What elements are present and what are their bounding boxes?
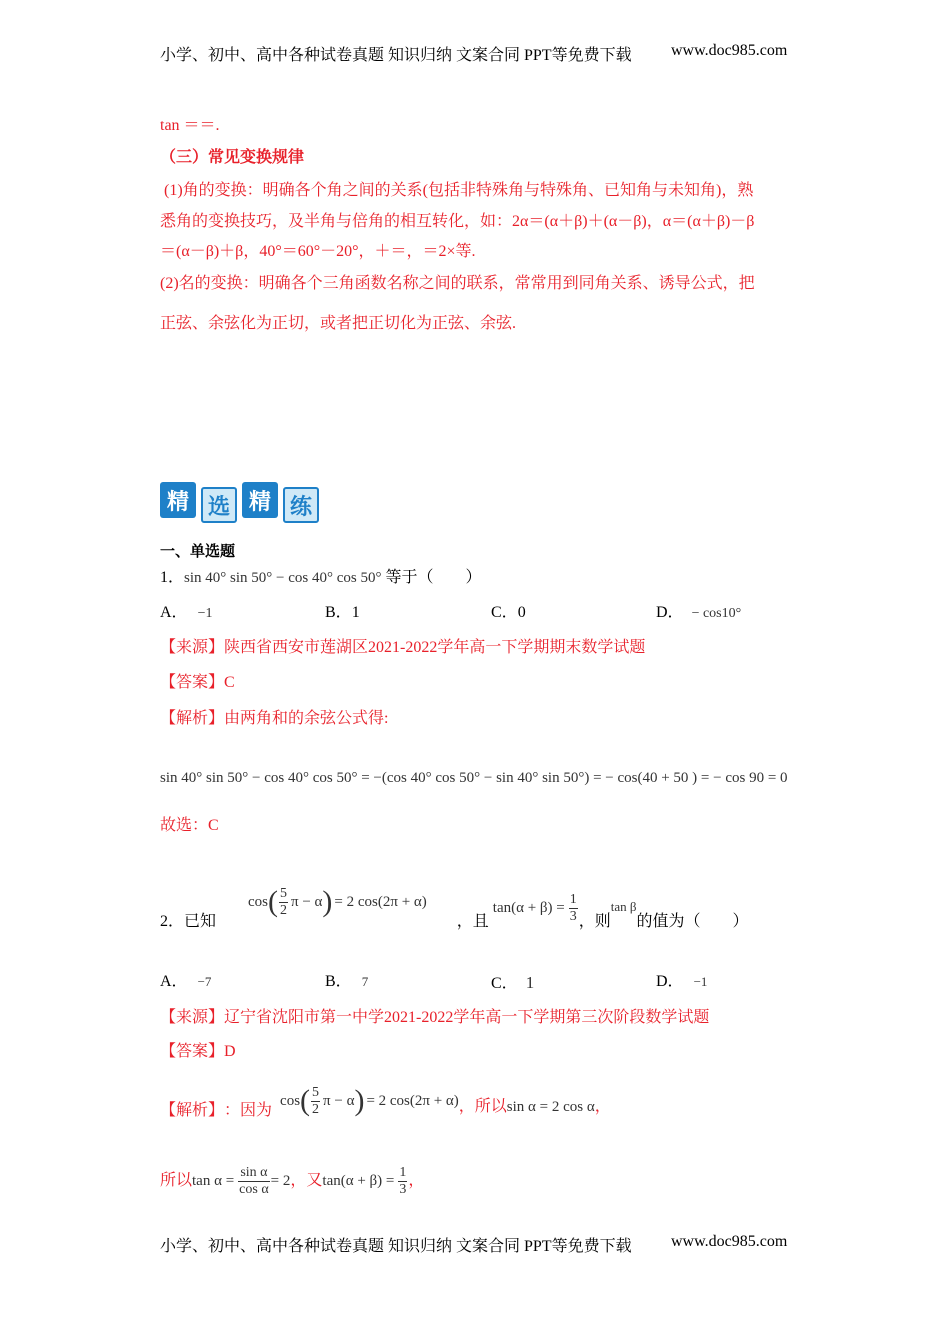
paragraph-2-line-1: (2)名的变换：明确各个三角函数名称之间的联系，常常用到同角关系、诱导公式，把 — [160, 275, 755, 292]
section-title-single-choice: 一、单选题 — [160, 544, 236, 560]
paragraph-1-line-3: ＝(α－β)＋β，40°＝60°－20°，＋＝，＝2×等. — [160, 243, 476, 260]
q2-option-a[interactable]: A． −7 — [160, 973, 212, 990]
q2-number: 2．已知 — [160, 913, 217, 930]
q1-source: 【来源】陕西省西安市莲湖区2021-2022学年高一下学期期末数学试题 — [160, 639, 646, 656]
page-footer-right[interactable]: www.doc985.com — [671, 1233, 788, 1250]
q1-number: 1． — [160, 569, 185, 586]
q2-tail: 的值为（ ） — [636, 913, 749, 930]
q2-option-d[interactable]: D． −1 — [656, 973, 708, 990]
q1-answer: 【答案】C — [160, 674, 235, 691]
q2-tan-alpha-equation: tan α = $\frac{\text{sin α}}{\text{cos α}}$ = 2 — [192, 1165, 291, 1197]
q1-option-b[interactable]: B．1 — [325, 604, 360, 621]
q2-given-equation: cos ( $\frac{5}{2}$ π − α ) = 2 cos(2π + α) — [248, 885, 427, 918]
q1-stem — [160, 570, 482, 586]
q2-option-b[interactable]: B． 7 — [325, 973, 369, 990]
q2-source: 【来源】辽宁省沈阳市第一中学2021-2022学年高一下学期第三次阶段数学试题 — [160, 1009, 710, 1026]
q2-analysis-line-2: 所以 tan α = $\frac{\text{sin α}}{\text{cos α}}$ = 2 ，又 tan(α + β) = $\frac{1}{3}$ ， — [160, 1165, 425, 1197]
banner-tile-1: 精 — [160, 482, 196, 518]
q2-tan-condition: tan(α + β) = $\frac{1}{3}$ — [492, 892, 577, 924]
page-header-right[interactable]: www.doc985.com — [671, 42, 788, 59]
tan-line: tan ＝＝. — [160, 117, 220, 134]
q2-analysis-equation: cos ( $\frac{5}{2}$ π − α ) = 2 cos(2π + α) — [280, 1084, 459, 1117]
page-header-left: 小学、初中、高中各种试卷真题 知识归纳 文案合同 PPT等免费下载 — [160, 47, 632, 64]
q2-tan-beta: tan β — [610, 898, 637, 914]
q1-option-a[interactable]: A． −1 — [160, 604, 213, 621]
q1-tail: 等于（ ） — [385, 569, 482, 586]
q2-then: ，则 — [578, 913, 611, 930]
section-title-transform: （三）常见变换规律 — [160, 149, 305, 166]
q1-analysis: 【解析】由两角和的余弦公式得: — [160, 710, 389, 727]
q2-stem — [160, 884, 749, 934]
q2-analysis-line-1: 【解析】 ：因为 cos ( $\frac{5}{2}$ π − α ) = 2 cos(2π + α) ，所以 sin α = 2 cos α ， — [160, 1084, 611, 1119]
q2-answer: 【答案】D — [160, 1043, 236, 1060]
banner-tile-3: 精 — [242, 482, 278, 518]
page-footer-left: 小学、初中、高中各种试卷真题 知识归纳 文案合同 PPT等免费下载 — [160, 1238, 632, 1255]
banner-tile-4: 练 — [283, 487, 319, 523]
q1-conclusion: 故选：C — [160, 817, 219, 834]
paragraph-2-line-2: 正弦、余弦化为正切，或者把正切化为正弦、余弦. — [160, 315, 517, 332]
q1-option-d[interactable]: D． − cos10° — [656, 604, 742, 621]
paragraph-1-line-2: 悉角的变换技巧，及半角与倍角的相互转化，如：2α＝(α＋β)＋(α－β)，α＝(α＋β)－β — [160, 213, 755, 230]
banner-tile-2: 选 — [201, 487, 237, 523]
paragraph-1-line-1: (1)角的变换：明确各个角之间的关系(包括非特殊角与特殊角、已知角与未知角)，熟 — [164, 182, 754, 199]
q2-option-c[interactable]: C． 1 — [491, 973, 535, 992]
q1-option-c[interactable]: C．0 — [491, 604, 526, 621]
q2-tan-sum-equation: tan(α + β) = $\frac{1}{3}$ — [322, 1165, 407, 1197]
q1-expression: sin 40° sin 50° − cos 40° cos 50° — [184, 570, 382, 586]
q1-derivation: sin 40° sin 50° − cos 40° cos 50° = −(cos 40° cos 50° − sin 40° sin 50°) = − cos(40 + 50 ) = − cos 90 = 0 — [160, 770, 788, 786]
q2-and: ，且 — [456, 913, 489, 930]
